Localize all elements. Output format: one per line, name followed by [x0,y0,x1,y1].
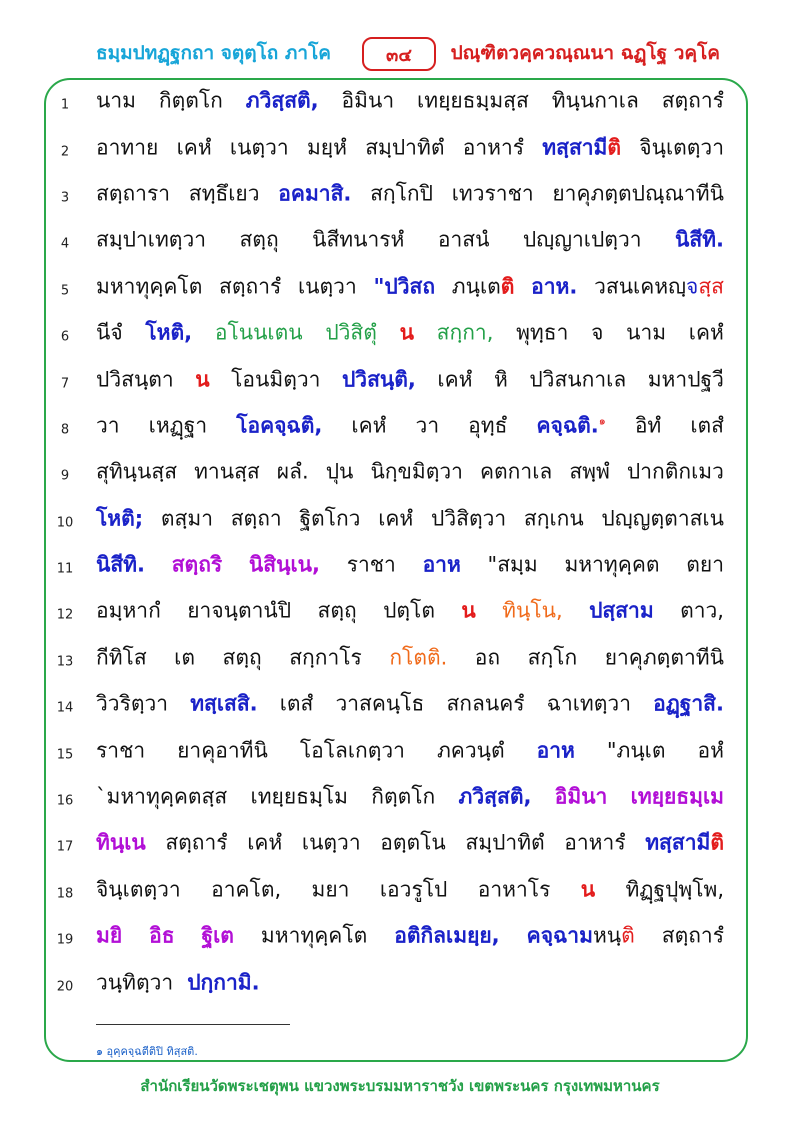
word: สกฺโก [527,645,578,670]
line-number: 1 [60,97,70,113]
word: วสนเคหญฺจสฺส [594,274,724,299]
word: สตฺถุ [222,645,262,670]
word: เคหํ [688,320,724,345]
word: ฐิเต [201,923,234,948]
word: ฉาเทตฺวา [546,691,631,716]
word: อิมินา [554,784,608,809]
line-text [96,224,724,257]
text-line [0,681,800,727]
word: ภควนฺตํ [436,738,505,763]
line-number: 15 [56,747,74,763]
word: มหาทุคฺคโต [96,274,203,299]
word: อาทาย [96,135,159,160]
word: สพฺพํ [569,459,610,484]
text-line [0,171,800,217]
word: ผลํ. [276,459,309,484]
word: มยฺหํ [306,135,347,160]
text-line [0,913,800,959]
word: วนฺทิตฺวา [96,970,174,995]
page-footer: สำนักเรียนวัดพระเชตุพน แขวงพระบรมมหาราชวัง เขตพระนคร กรุงเทพมหานคร [140,1077,660,1095]
word: มหาทุคฺคโต [260,923,368,948]
line-number: 10 [56,515,74,531]
line-text [96,456,724,489]
line-number: 12 [56,607,74,623]
line-text [96,641,724,674]
word: โอโลเกตฺวา [299,738,405,763]
word: ยาจนฺตานํปิ [187,598,292,623]
word: น [399,320,414,345]
word: วาสคนฺโธ [335,691,425,716]
text-line [0,867,800,913]
word: ยาคุอาทีนิ [177,738,268,763]
word: มหาปฐวี [647,367,724,392]
word: จินฺเตตฺวา [96,877,181,902]
word: จ [591,320,604,345]
word: อิทํ [634,413,662,438]
word: นีจํ [96,320,123,345]
line-number: 7 [60,376,70,392]
line-number: 8 [60,422,70,438]
word: "ภนฺเต [606,738,666,763]
word: นิสีทนารหํ [312,227,405,252]
word: กโตติ. [389,645,448,670]
word: น [195,367,210,392]
word: เนตฺวา [298,274,357,299]
word: สตฺถารํ [165,830,228,855]
text-line [0,449,800,495]
word: เคหํ [378,506,414,531]
word: กิตฺตโก [158,88,223,113]
word: สตฺถุ [317,598,357,623]
word: สตฺถารํ [661,923,724,948]
page-header [0,0,800,90]
line-number: 14 [56,700,74,716]
line-text [96,409,724,442]
word: เต [174,645,195,670]
line-number: 19 [56,932,74,948]
text-line [0,356,800,402]
word: ราชา [96,738,146,763]
line-number: 9 [60,468,70,484]
word: สตฺถารา [96,181,171,206]
word: อหํ [697,738,724,763]
word: นิกฺขมิตฺวา [370,459,463,484]
word: เหฏฺฐา [148,413,208,438]
word: เตสํ [690,413,724,438]
line-number: 13 [56,654,74,670]
word: เทวราชา [451,181,534,206]
line-number: 2 [60,144,70,160]
word: ทินฺโน, [502,598,563,623]
line-text [96,920,724,953]
word: เทยฺยธมฺมสฺส [417,88,529,113]
word: ปวิสนกาเล [529,367,627,392]
word: น [461,598,476,623]
word: โอนมิตฺวา [231,367,321,392]
text-line [0,542,800,588]
word: สตฺถารํ [219,274,282,299]
line-text [96,177,724,210]
word: นิสินฺเน, [248,552,320,577]
line-number: 20 [56,979,74,995]
line-number: 17 [56,839,74,855]
word: ภนฺเตติ [451,274,515,299]
word: พุทฺธา [516,320,569,345]
word: ปวิสิตุํ [325,320,377,345]
text-line [0,496,800,542]
line-text [96,131,724,164]
word: สตฺถา [230,506,282,531]
line-text [96,363,724,396]
word: สตฺถารํ [661,88,724,113]
page-number: ๓๔ [386,44,412,66]
word: อโนนเตน [214,320,303,345]
line-text [96,688,724,721]
word: อาห [536,738,575,763]
line-number: 3 [60,190,70,206]
footnote-marker: ๑ [598,414,606,428]
text-line [0,588,800,634]
word: น [580,877,596,902]
word: อาหาโร [477,877,551,902]
word: อิมินา [341,88,395,113]
word: เทยฺยธมฺโม [250,784,348,809]
word: วา [415,413,440,438]
word: อฏฺฐาสิ. [653,691,724,716]
word: สกฺกา, [436,320,494,345]
word: สตฺถริ [171,552,223,577]
word: ปวิสนฺตา [96,367,174,392]
text-line [0,635,800,681]
word: สกฺเกน [523,506,584,531]
line-number: 5 [60,283,70,299]
word: โหติ, [145,320,193,345]
word: ทสฺสามีติ [645,830,724,855]
word: เคหํ [176,135,212,160]
word: สมฺปาเทตฺวา [96,227,207,252]
line-number: 16 [56,793,74,809]
line-text [96,595,724,628]
text-line [0,124,800,170]
word: คจฺฉามหนฺติ [526,923,635,948]
line-text [96,827,724,860]
word: อาหารํ [462,135,525,160]
text-line [0,403,800,449]
word: เอวรูโป [379,877,448,902]
word: อาห. [531,274,578,299]
text-line [0,959,800,1005]
line-text [96,734,724,767]
word: โอคจฺฉติ, [236,413,323,438]
word: อคมาสิ. [278,181,352,206]
page-number-box [362,37,436,71]
word: อาคโต, [211,877,282,902]
word: นาม [626,320,667,345]
word: ทินฺนกาเล [551,88,639,113]
word: เตสํ [279,691,314,716]
word: ทานสฺส [194,459,260,484]
line-text [96,549,724,582]
word: มหาทุคฺคต [564,552,660,577]
word: วิวริตฺวา [96,691,169,716]
word: ปญฺญตฺตาสเน [601,506,724,531]
text-line [0,820,800,866]
word: ปตฺโต [383,598,435,623]
word: สมฺปาทิตํ [365,135,445,160]
word: "ปวิสถ [373,274,436,299]
word: อาสนํ [437,227,490,252]
word: ฐิตโกว [299,506,361,531]
word: เคหํ [247,830,283,855]
word: ปญฺญาเปตฺวา [522,227,642,252]
word: เนตฺวา [229,135,289,160]
word: โหติ; [96,506,144,531]
word: สกฺโกปิ [370,181,433,206]
word: วา [96,413,120,438]
word: สกฺกาโร [289,645,362,670]
word: ปวิสนฺติ, [341,367,416,392]
word: อุทฺธํ [468,413,508,438]
word: อติกิลเมยฺย, [394,923,500,948]
word: ยาคุภตฺตปณฺณาทีนิ [552,181,724,206]
word: ปุน [325,459,354,484]
word: สุทินฺนสฺส [96,459,178,484]
word: ราชา [346,552,396,577]
text-line [0,217,800,263]
word: ทิฏฺฐปุพฺโพ, [625,877,724,902]
line-text [96,781,724,814]
line-number: 4 [60,236,70,252]
word: เทยฺยธมฺเม [630,784,724,809]
word: กีทิโส [96,645,147,670]
word: นิสีทิ. [96,552,145,577]
word: มยา [311,877,350,902]
word: ภวิสฺสติ, [245,88,319,113]
word: คจฺฉติ.$^๑$ [536,413,606,438]
word: ทสฺเสสิ. [190,691,258,716]
word: กิตฺตโก [371,784,436,809]
word: ทสฺสามีติ [542,135,622,160]
line-text [96,270,724,303]
word: หิ [493,367,508,392]
text-line [0,78,800,124]
text-line [0,774,800,820]
word: สมฺปาทิตํ [465,830,545,855]
word: มยิ [96,923,123,948]
line-number: 11 [56,561,74,577]
word: อตฺตโน [380,830,446,855]
line-text [96,502,724,535]
word: ทินฺเน [96,830,146,855]
word: นาม [96,88,136,113]
word: อมฺหากํ [96,598,161,623]
book-title: ธมฺมปทฏฺฐกถา จตุตฺโถ ภาโค [96,42,332,64]
word: ตสฺมา [160,506,213,531]
word: ตาว, [680,598,724,623]
line-number: 18 [56,886,74,902]
word: ภวิสฺสติ, [458,784,532,809]
text-line [0,727,800,773]
footnote-divider [96,1024,290,1025]
word: เคหํ [437,367,473,392]
line-text [96,966,724,999]
word: เนตฺวา [301,830,361,855]
word: `มหาทุคฺคตสฺส [96,784,228,809]
word: จินฺเตตฺวา [639,135,724,160]
line-number: 6 [60,329,70,345]
word: สทฺธึเยว [188,181,260,206]
line-text [96,873,724,906]
word: ปากติกเมว [626,459,724,484]
word: ปวิสิตฺวา [431,506,507,531]
word: "สมฺม [487,552,538,577]
text-line [0,264,800,310]
word: ยาคุภตฺตาทีนิ [604,645,724,670]
chapter-title: ปณฺฑิตวคฺควณฺณนา ฉฏฺโฐ วคฺโค [450,42,720,64]
footnote: ๑ อุคฺคจฺฉตีติปิ ทิสฺสติ. [96,1045,198,1058]
word: อาหารํ [564,830,626,855]
word: เคหํ [351,413,387,438]
word: อาห [422,552,461,577]
line-text [96,317,724,350]
word: คตกาเล [480,459,553,484]
word: นิสีทิ. [674,227,724,252]
text-line [0,310,800,356]
line-text [96,85,724,118]
word: สกลนครํ [446,691,525,716]
word: ปสฺสาม [589,598,654,623]
text-body [0,78,800,1006]
word: อถ [474,645,501,670]
word: ปกฺกามิ. [187,970,260,995]
word: อิธ [149,923,175,948]
word: ตยา [686,552,724,577]
word: สตฺถุ [239,227,279,252]
